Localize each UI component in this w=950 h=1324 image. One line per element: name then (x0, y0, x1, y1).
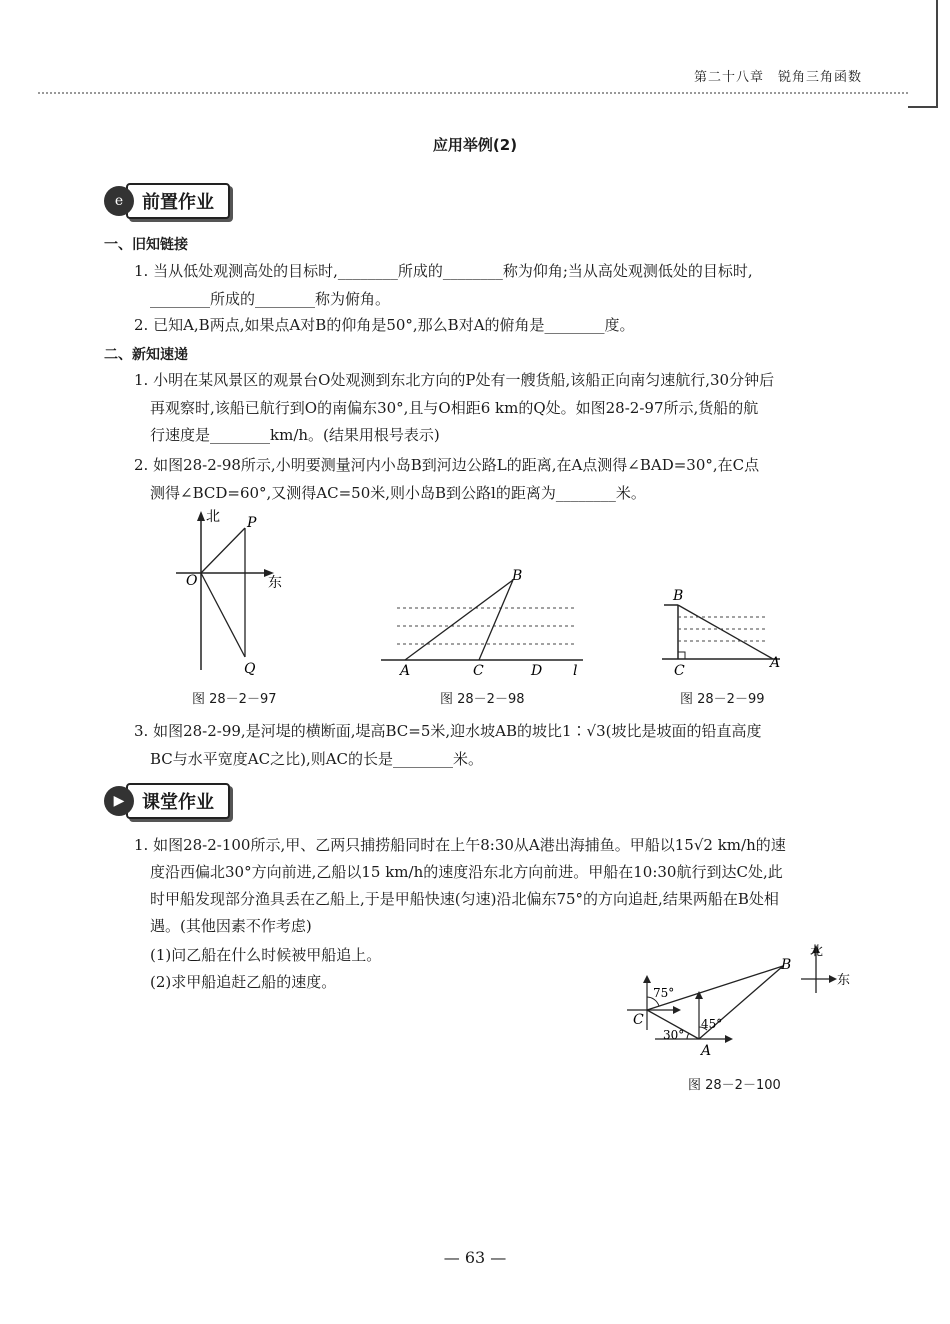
new-q3-line1: 3. 如图28-2-99,是河堤的横断面,堤高BC=5米,迎水坡AB的坡比1∶√3(坡比是坡面的铅直高度 (134, 722, 762, 740)
section-heading-review: 一、旧知链接 (104, 237, 188, 253)
compass-east-arrow-icon (829, 975, 837, 983)
label-75: 75° (653, 986, 675, 1000)
label-B: B (512, 568, 523, 584)
label-45: 45° (701, 1017, 723, 1031)
e-logo-icon: e (104, 186, 134, 216)
caption-fig98: 图 28－2－98 (440, 692, 525, 707)
label-l: l (573, 663, 578, 679)
label-A: A (400, 663, 411, 679)
label-B: B (781, 957, 792, 973)
classwork-sub1: (1)问乙船在什么时候被甲船追上。 (150, 946, 382, 964)
pre-homework-label: 前置作业 (126, 183, 230, 219)
header-divider (38, 92, 908, 94)
label-D: D (531, 663, 543, 679)
page-edge-line (936, 0, 938, 108)
compass-label-north: 北 (810, 944, 824, 959)
caption-fig100: 图 28－2－100 (688, 1078, 781, 1093)
review-q2: 2. 已知A,B两点,如果点A对B的仰角是50°,那么B对A的俯角是________度。 (134, 316, 635, 334)
page-title: 应用举例(2) (432, 136, 518, 154)
label-30: 30° (663, 1028, 685, 1042)
right-angle-mark (678, 652, 685, 659)
compass-label-east: 东 (837, 973, 851, 988)
c-east-arrow-icon (673, 1006, 681, 1014)
new-q1-line1: 1. 小明在某风景区的观景台O处观测到东北方向的P处有一艘货船,该船正向南匀速航行,30分钟后 (134, 371, 775, 389)
north-arrow-icon (197, 511, 205, 521)
label-A: A (770, 655, 781, 671)
classwork-sub2: (2)求甲船追赶乙船的速度。 (150, 973, 337, 991)
pre-homework-banner (104, 186, 230, 216)
classwork-label: 课堂作业 (126, 783, 230, 819)
segment-OQ (201, 573, 245, 657)
chapter-header: 第二十八章 锐角三角函数 (693, 70, 862, 85)
segment-OP (201, 528, 245, 573)
label-east: 东 (268, 575, 282, 591)
classwork-q1-line3: 时甲船发现部分渔具丢在乙船上,于是甲船快速(匀速)沿北偏东75°的方向追赶,结果两船在B处相 (150, 890, 779, 908)
c-north-arrow-icon (643, 975, 651, 983)
review-q1-line1: 1. 当从低处观测高处的目标时,________所成的________称为仰角;当从高处观测低处的目标时, (134, 262, 753, 280)
figure-28-2-98 (375, 560, 590, 680)
section-heading-new: 二、新知速递 (104, 347, 188, 363)
label-C: C (674, 663, 685, 679)
label-O: O (186, 573, 198, 589)
figure-28-2-100 (615, 935, 860, 1065)
label-north: 北 (206, 509, 220, 525)
review-q1-line2: ________所成的________称为俯角。 (150, 290, 391, 308)
page-number: — 63 — (443, 1248, 507, 1267)
a-east-arrow-icon (725, 1035, 733, 1043)
label-A: A (701, 1043, 712, 1059)
new-q3-line2: BC与水平宽度AC之比),则AC的长是________米。 (150, 750, 484, 768)
label-Q: Q (244, 661, 256, 677)
segment-AB (405, 580, 513, 660)
label-B: B (673, 588, 684, 604)
label-P: P (247, 515, 257, 531)
arc-30 (687, 1033, 689, 1039)
figure-28-2-97 (170, 505, 300, 685)
figure-28-2-99 (656, 585, 786, 680)
page-edge-corner (908, 106, 938, 108)
play-icon: ▶ (104, 786, 134, 816)
classwork-q1-line2: 度沿西偏北30°方向前进,乙船以15 km/h的速度沿东北方向前进。甲船在10:30航行到达C处,此 (150, 863, 783, 881)
classwork-banner (104, 786, 230, 816)
new-q1-line2: 再观察时,该船已航行到O的南偏东30°,且与O相距6 km的Q处。如图28-2-97所示,货船的航 (150, 399, 759, 417)
caption-fig99: 图 28－2－99 (680, 692, 765, 707)
new-q2-line1: 2. 如图28-2-98所示,小明要测量河内小岛B到河边公路L的距离,在A点测得∠BAD=30°,在C点 (134, 456, 760, 474)
new-q1-line3: 行速度是________km/h。(结果用根号表示) (150, 426, 440, 444)
new-q2-line2: 测得∠BCD=60°,又测得AC=50米,则小岛B到公路l的距离为________米。 (150, 484, 646, 502)
label-C: C (633, 1012, 644, 1028)
classwork-q1-line4: 遇。(其他因素不作考虑) (150, 917, 312, 935)
label-C: C (473, 663, 484, 679)
caption-fig97: 图 28－2－97 (192, 692, 277, 707)
classwork-q1-line1: 1. 如图28-2-100所示,甲、乙两只捕捞船同时在上午8:30从A港出海捕鱼。甲船以15√2 km/h的速 (134, 836, 786, 854)
segment-AB (678, 605, 773, 659)
